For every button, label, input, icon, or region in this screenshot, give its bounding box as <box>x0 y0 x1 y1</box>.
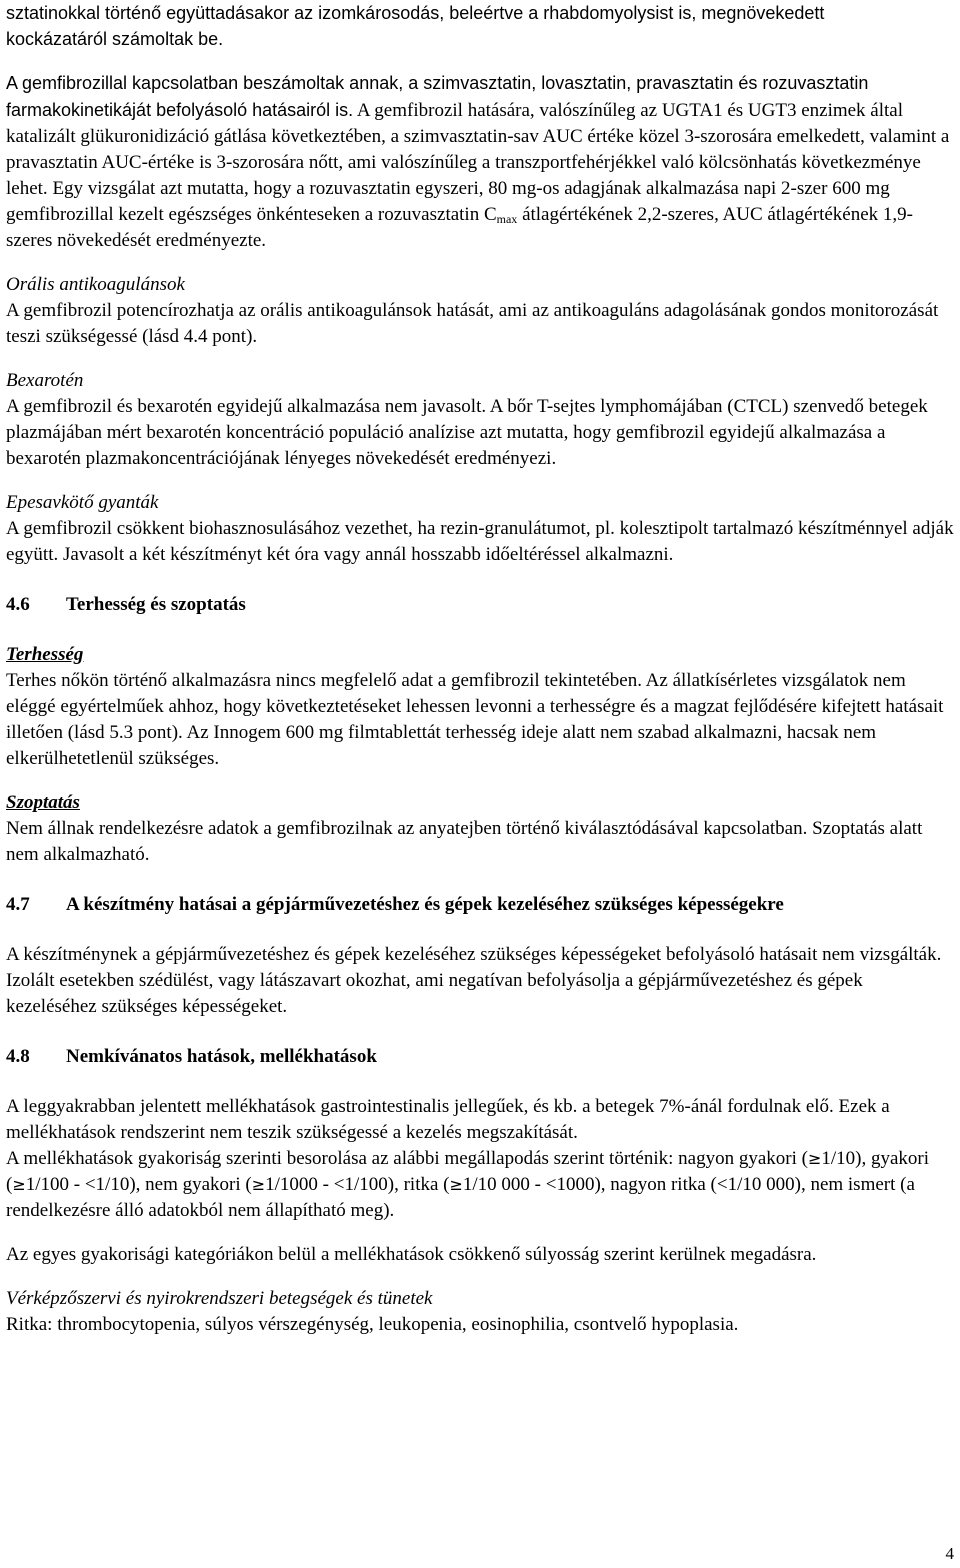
section-4-7-text: A készítménynek a gépjárművezetéshez és gépek kezeléséhez szükséges képességeket befolyásoló hatásait nem vizsgálták. Izolált esetekben szédülést, vagy látászavart okozhat, ami negatívan befolyásolja a gépjárművezetéshez és gépek kezeléséhez szükséges képességeket. <box>6 944 942 1017</box>
oral-anticoagulants-text: A gemfibrozil potencírozhatja az orális antikoagulánsok hatását, ami az antikoaguláns adagolásának gondos monitorozását teszi szükségessé (lásd 4.4 pont). <box>6 300 939 347</box>
rosuvastatin-study-text: Egy vizsgálat azt mutatta, hogy a rozuvasztatin egyszeri, 80 mg-os adagjának alkalmazása napi 2-szer 600 mg gemfibrozillal kezelt egészséges önkénteseken a rozuvasztatin C <box>6 178 890 225</box>
rosuvastatin-study-end: átlagértékének 2,2-szeres, AUC átlagértékének 1,9-szeres növekedését eredményezte. <box>6 204 913 251</box>
blood-disorders-heading: Vérképzőszervi és nyirokrendszeri betegségek és tünetek <box>6 1288 433 1309</box>
section-4-7-heading <box>6 892 954 918</box>
section-4-7-title: A készítmény hatásai a gépjárművezetéshez és gépek kezeléséhez szükséges képességekre <box>66 894 784 915</box>
section-4-8-number: 4.8 <box>6 1046 30 1067</box>
adverse-effects-intro: A leggyakrabban jelentett mellékhatások gastrointestinalis jellegűek, és kb. a betegek 7%-ánál fordulnak elő. Ezek a mellékhatások rendszerint nem teszik szükségessé a kezelés megszakítását. <box>6 1096 890 1143</box>
severity-order-text: Az egyes gyakorisági kategóriákon belül a mellékhatások csökkenő súlyosság szerint kerülnek megadásra. <box>6 1244 817 1265</box>
section-4-8-title: Nemkívánatos hatások, mellékhatások <box>66 1046 377 1067</box>
statin-pk-text: A gemfibrozil hatására, valószínűleg az UGTA1 és UGT3 enzimek által katalizált glükuronidizáció gátlása következtében, a szimvasztatin-sav AUC értéke közel 3-szorosára emelkedett, valamint a pravasztatin AUC-értéke is 3-szorosára nőtt, ami valószínűleg a transzportfehérjékkel való kölcsönhatás következménye lehet. <box>6 100 950 199</box>
bexarotene-heading: Bexarotén <box>6 370 84 391</box>
paragraph-statin-pk <box>6 70 954 254</box>
section-4-7-number: 4.7 <box>6 894 30 915</box>
bile-acid-resins-text: A gemfibrozil csökkent biohasznosulásához vezethet, ha rezin-granulátumot, pl. kolesztipolt tartalmazó készítménnyel adják együtt. Javasolt a két készítményt két óra vagy annál hosszabb időeltéréssel alkalmazni. <box>6 518 954 565</box>
oral-anticoagulants-heading: Orális antikoagulánsok <box>6 274 185 295</box>
section-4-6-heading <box>6 592 954 618</box>
bexarotene-text: A gemfibrozil és bexarotén egyidejű alkalmazása nem javasolt. A bőr T-sejtes lymphomájában (CTCL) szenvedő betegek plazmájában mért bexarotén koncentráció populáció analízise azt mutatta, hogy gemfibrozil egyidejű alkalmazása a bexarotén plazmakoncentrációjának lényeges növekedését eredményezi. <box>6 396 928 469</box>
breastfeeding-text: Nem állnak rendelkezésre adatok a gemfibrozilnak az anyatejben történő kiválasztódásával kapcsolatban. Szoptatás alatt nem alkalmazható. <box>6 818 923 865</box>
page-number: 4 <box>945 1544 954 1563</box>
document-page <box>6 0 954 1338</box>
statin-pk-sans-text: A gemfibrozillal kapcsolatban beszámoltak annak, a szimvasztatin, lovasztatin, pravasztatin és rozuvasztatin farmakokinetikáját befolyásoló hatásairól is. <box>6 73 869 120</box>
pregnancy-text: Terhes nőkön történő alkalmazásra nincs megfelelő adat a gemfibrozil tekintetében. Az állatkísérletes vizsgálatok nem eléggé egyértelműek ahhoz, hogy következtetéseket lehessen levonni a terhességre és a magzat fejlődésére kifejtett hatásait illetően (lásd 5.3 pont). Az Innogem 600 mg filmtablettát terhesség ideje alatt nem szabad alkalmazni, hacsak nem elkerülhetetlenül szükséges. <box>6 670 944 769</box>
section-4-6-number: 4.6 <box>6 594 30 615</box>
section-4-8-heading <box>6 1044 954 1070</box>
blood-disorders-text: Ritka: thrombocytopenia, súlyos vérszegénység, leukopenia, eosinophilia, csontvelő hypoplasia. <box>6 1314 739 1335</box>
bile-acid-resins-heading: Epesavkötő gyanták <box>6 492 159 513</box>
cmax-subscript: max <box>496 212 518 226</box>
breastfeeding-heading: Szoptatás <box>6 792 80 813</box>
section-4-6-title: Terhesség és szoptatás <box>66 594 246 615</box>
paragraph-statin-intro: sztatinokkal történő együttadásakor az izomkárosodás, beleértve a rhabdomyolysist is, megnövekedett kockázatáról számoltak be. <box>6 3 825 49</box>
frequency-convention: A mellékhatások gyakoriság szerinti besorolása az alábbi megállapodás szerint történik: nagyon gyakori (≥1/10), gyakori (≥1/100 - <1/10), nem gyakori (≥1/1000 - <1/100), ritka (≥1/10 000 - <1000), nagyon ritka (<1/10 000), nem ismert (a rendelkezésre álló adatokból nem állapítható meg). <box>6 1148 930 1221</box>
pregnancy-heading: Terhesség <box>6 644 84 665</box>
